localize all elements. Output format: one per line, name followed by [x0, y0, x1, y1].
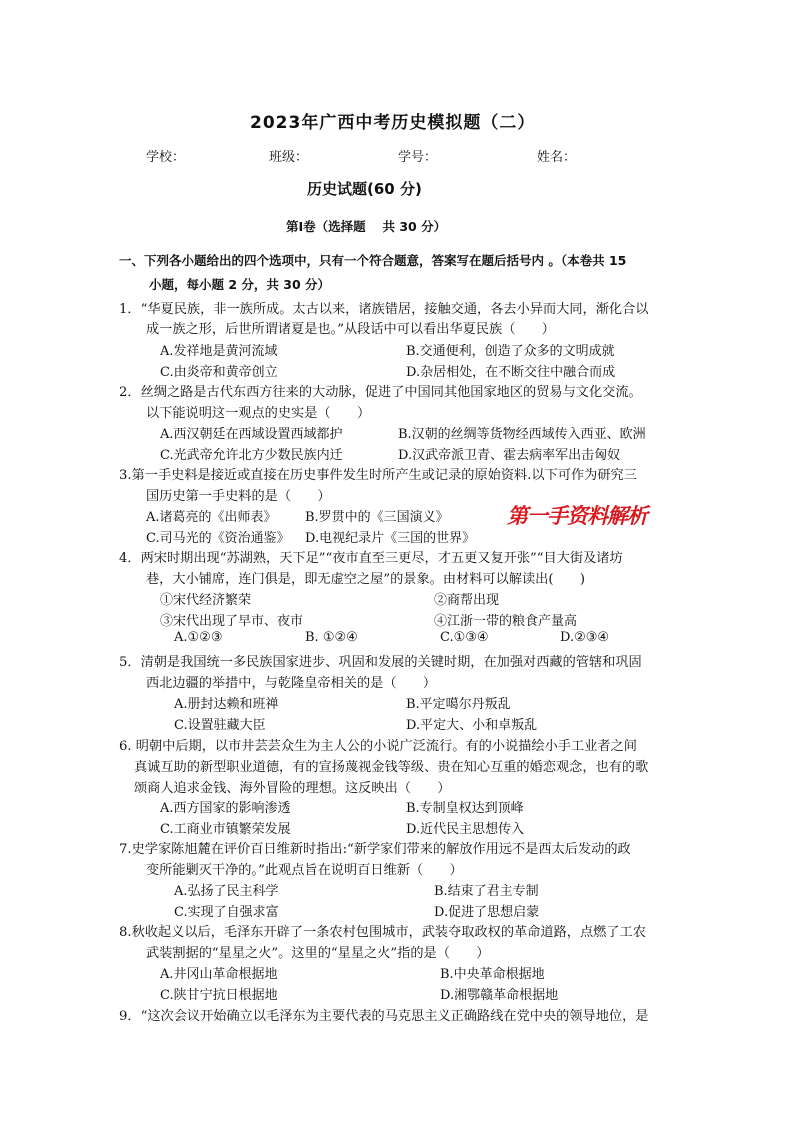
question-4-statement-3: ③宋代出现了早市、夜市 — [160, 614, 304, 629]
question-3-line-2: 国历史第一手史料的是（ ） — [146, 489, 331, 504]
question-5-line-1: 5．清朝是我国统一多民族国家进步、巩固和发展的关键时期，在加强对西藏的管辖和巩固 — [119, 655, 642, 670]
question-5-option-b: B.平定噶尔丹叛乱 — [406, 697, 511, 712]
question-6-option-c: C.工商业市镇繁荣发展 — [160, 822, 291, 837]
question-1-option-c: C.由炎帝和黄帝创立 — [160, 365, 278, 380]
question-6-option-b: B.专制皇权达到顶峰 — [406, 801, 524, 816]
question-8-line-2: 武装割据的“星星之火”。这里的“星星之火”指的是（ ） — [146, 946, 490, 961]
question-7-option-b: B.结束了君主专制 — [434, 884, 539, 899]
paper-subtitle: 历史试题(60 分) — [307, 180, 422, 198]
section-heading: 第Ⅰ卷（选择题 共 30 分） — [286, 219, 447, 234]
question-1-option-a: A.发祥地是黄河流域 — [160, 344, 278, 359]
question-1-option-d: D.杂居相处，在不断交往中融合而成 — [406, 365, 616, 380]
question-2-option-d: D.汉武帝派卫青、霍去病率军出击匈奴 — [398, 448, 621, 463]
question-6-line-3: 颂商人追求金钱、海外冒险的理想。这反映出（ ） — [134, 781, 451, 796]
question-1-line-1: 1．“华夏民族，非一族所成。太古以来，诸族错居，接触交通，各去小异而大同，渐化合以 — [119, 302, 649, 317]
question-1-option-b: B.交通便利，创造了众多的文明成就 — [406, 344, 615, 359]
question-2-line-2: 以下能说明这一观点的史实是（ ） — [146, 406, 371, 421]
question-5-option-a: A.册封达赖和班禅 — [174, 697, 279, 712]
question-8-option-a: A.井冈山革命根据地 — [160, 967, 278, 982]
question-2-option-b: B.汉朝的丝绸等货物经西域传入西亚、欧洲 — [398, 427, 646, 442]
question-8-option-b: B.中央革命根据地 — [440, 967, 545, 982]
question-7-option-a: A.弘扬了民主科学 — [174, 884, 279, 899]
question-3-option-b: B.罗贯中的《三国演义》 — [305, 510, 449, 525]
question-7-line-1: 7.史学家陈旭麓在评价百日维新时指出:“新学家们带来的解放作用远不是西太后发动的政 — [119, 842, 631, 857]
question-5-option-c: C.设置驻藏大臣 — [174, 718, 266, 733]
question-6-option-a: A.西方国家的影响渗透 — [160, 801, 291, 816]
instructions-line-1: 一、下列各小题给出的四个选项中，只有一个符合题意，答案写在题后括号内 。（本卷共 15 — [119, 253, 627, 268]
question-4-line-1: 4．两宋时期出现“苏湖熟，天下足”“夜市直至三更尽，才五更又复开张”“目大街及诸坊 — [119, 551, 623, 566]
question-8-option-c: C.陕甘宁抗日根据地 — [160, 988, 278, 1003]
question-6-line-1: 6. 明朝中后期，以市井芸芸众生为主人公的小说广泛流行。有的小说描绘小手工业者之间 — [119, 739, 637, 754]
question-3-option-a: A.诸葛亮的《出师表》 — [146, 510, 277, 525]
question-6-option-d: D.近代民主思想传入 — [406, 822, 525, 837]
question-4-option-a: A.①②③ — [174, 630, 223, 645]
question-5-option-d: D.平定大、小和卓叛乱 — [406, 718, 538, 733]
question-2-option-c: C.光武帝允许北方少数民族内迁 — [160, 448, 343, 463]
question-8-option-d: D.湘鄂赣革命根据地 — [440, 988, 559, 1003]
question-4-statement-1: ①宋代经济繁荣 — [160, 593, 252, 608]
question-1-line-2: 成一族之形，后世所谓诸夏是也。”从段话中可以看出华夏民族（ ） — [146, 322, 555, 337]
question-4-option-c: C.①③④ — [440, 630, 489, 645]
question-4-option-b: B. ①②④ — [305, 630, 358, 645]
question-3-option-d: D.电视纪录片《三国的世界》 — [305, 531, 476, 546]
question-7-option-d: D.促进了思想启蒙 — [434, 905, 540, 920]
exam-title: 2023年广西中考历史模拟题（二） — [250, 113, 536, 133]
question-2-line-1: 2．丝绸之路是古代东西方往来的大动脉，促进了中国同其他国家地区的贸易与文化交流。 — [119, 385, 642, 400]
question-5-line-2: 西北边疆的举措中，与乾隆皇帝相关的是（ ） — [146, 676, 437, 691]
instructions-line-2: 小题，每小题 2 分，共 30 分） — [149, 277, 331, 292]
field-name-label: 姓名： — [537, 150, 577, 165]
question-4-line-2: 巷，大小铺席，连门俱是，即无虚空之屋”的景象。由材料可以解读出( ) — [146, 572, 586, 587]
question-4-statement-4: ④江浙一带的粮食产量高 — [434, 614, 578, 629]
question-3-line-1: 3.第一手史料是接近或直接在历史事件发生时所产生或记录的原始资料.以下可作为研究三 — [119, 468, 637, 483]
question-7-option-c: C.实现了自强求富 — [174, 905, 279, 920]
question-8-line-1: 8.秋收起义以后，毛泽东开辟了一条农村包围城市，武装夺取政权的革命道路，点燃了工农 — [119, 925, 646, 940]
question-9-line-1: 9．“这次会议开始确立以毛泽东为主要代表的马克思主义正确路线在党中央的领导地位，是 — [119, 1009, 649, 1024]
field-school-label: 学校： — [146, 150, 186, 165]
field-class-label: 班级： — [269, 150, 309, 165]
question-4-statement-2: ②商帮出现 — [434, 593, 500, 608]
question-7-line-2: 变所能剿灭干净的。”此观点旨在说明百日维新（ ） — [146, 863, 463, 878]
field-number-label: 学号： — [398, 150, 438, 165]
question-4-option-d: D.②③④ — [560, 630, 610, 645]
question-2-option-a: A.西汉朝廷在西域设置西域都护 — [160, 427, 343, 442]
watermark-stamp: 第一手资料解析 — [507, 503, 647, 528]
question-3-option-c: C.司马光的《资治通鉴》 — [146, 531, 290, 546]
question-6-line-2: 真诚互助的新型职业道德，有的宣扬蔑视金钱等级、贵在知心互重的婚恋观念，也有的歌 — [134, 760, 649, 775]
